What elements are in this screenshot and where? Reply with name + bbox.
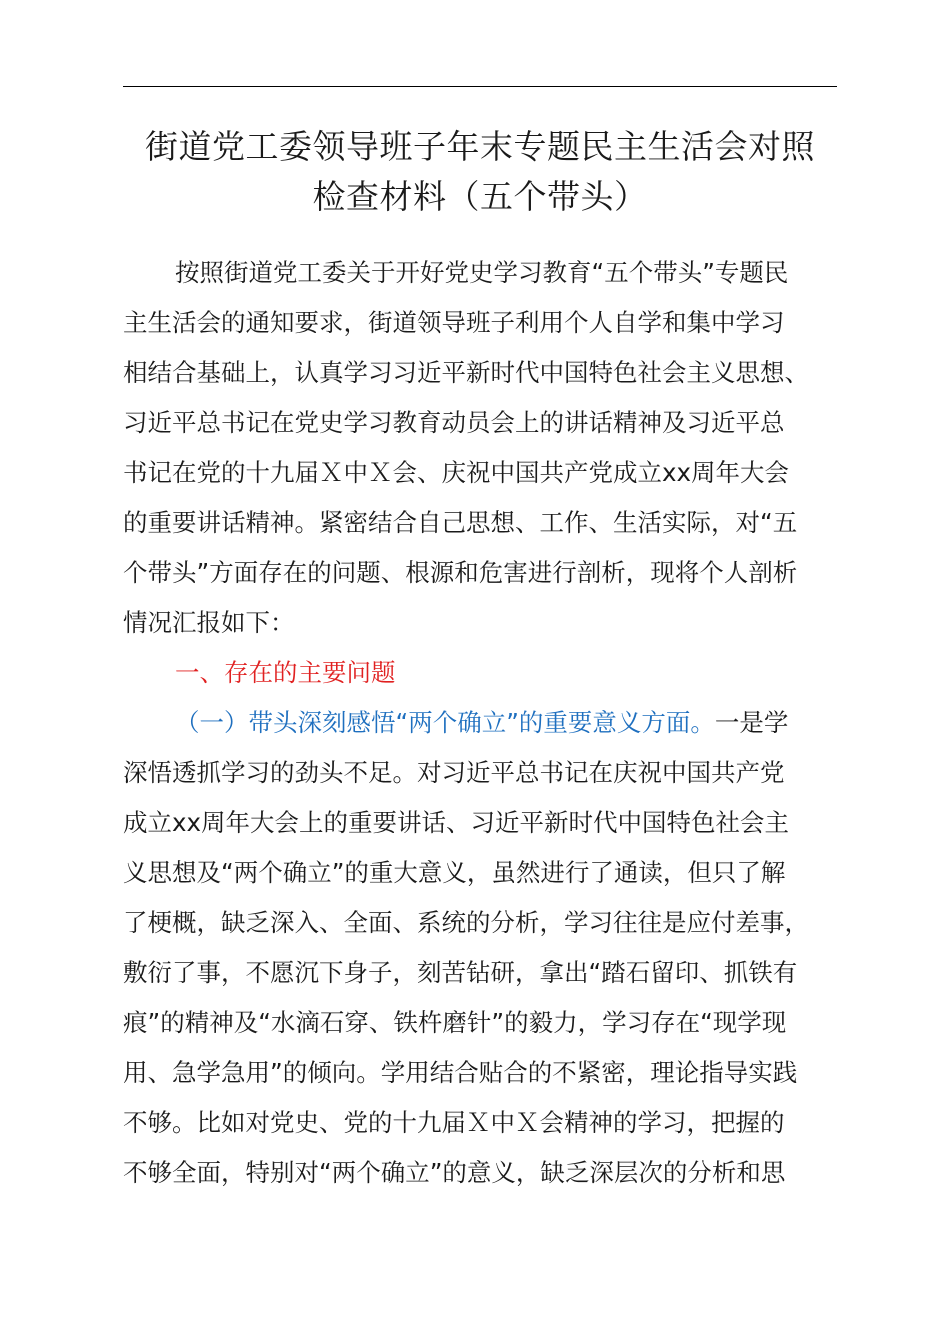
section-heading: 一、存在的主要问题 — [175, 658, 396, 687]
intro-line: 按照街道党工委关于开好党史学习教育“五个带头”专题民 — [175, 258, 789, 287]
document-body — [123, 248, 837, 1198]
body-line: 痕”的精神及“水滴石穿、铁杵磨针”的毅力，学习存在“现学现 — [123, 1008, 787, 1037]
document-title — [110, 122, 850, 222]
intro-line: 主生活会的通知要求，街道领导班子利用个人自学和集中学习 — [123, 308, 785, 337]
intro-line: 相结合基础上，认真学习习近平新时代中国特色社会主义思想、 — [123, 358, 809, 387]
header-rule — [123, 86, 837, 87]
subsection-first-line — [123, 698, 837, 748]
intro-line: 的重要讲话精神。紧密结合自己思想、工作、生活实际，对“五 — [123, 508, 798, 537]
title-line: 街道党工委领导班子年末专题民主生活会对照 — [145, 127, 815, 166]
intro-line: 习近平总书记在党史学习教育动员会上的讲话精神及习近平总 — [123, 408, 785, 437]
intro-line: 个带头”方面存在的问题、根源和危害进行剖析，现将个人剖析 — [123, 558, 798, 587]
body-line: 深悟透抓学习的劲头不足。对习近平总书记在庆祝中国共产党 — [123, 758, 785, 787]
title-line: 检查材料（五个带头） — [312, 177, 648, 216]
body-line: 不够。比如对党史、党的十九届Ｘ中Ｘ会精神的学习，把握的 — [123, 1108, 785, 1137]
body-line: 义思想及“两个确立”的重大意义，虽然进行了通读，但只了解 — [123, 858, 786, 887]
body-line: 敷衍了事，不愿沉下身子，刻苦钻研，拿出“踏石留印、抓铁有 — [123, 958, 798, 987]
body-line: 成立xx周年大会上的重要讲话、习近平新时代中国特色社会主 — [123, 808, 789, 837]
subsection-heading: （一）带头深刻感悟“两个确立”的重要意义方面。 — [175, 708, 715, 737]
intro-line: 书记在党的十九届Ｘ中Ｘ会、庆祝中国共产党成立xx周年大会 — [123, 458, 789, 487]
subsection-text: 一是学 — [714, 708, 789, 737]
body-line: 了梗概，缺乏深入、全面、系统的分析，学习往往是应付差事， — [123, 908, 809, 937]
intro-line: 情况汇报如下： — [123, 608, 295, 637]
body-line: 用、急学急用”的倾向。学用结合贴合的不紧密，理论指导实践 — [123, 1058, 798, 1087]
body-line: 不够全面，特别对“两个确立”的意义，缺乏深层次的分析和思 — [123, 1158, 786, 1187]
